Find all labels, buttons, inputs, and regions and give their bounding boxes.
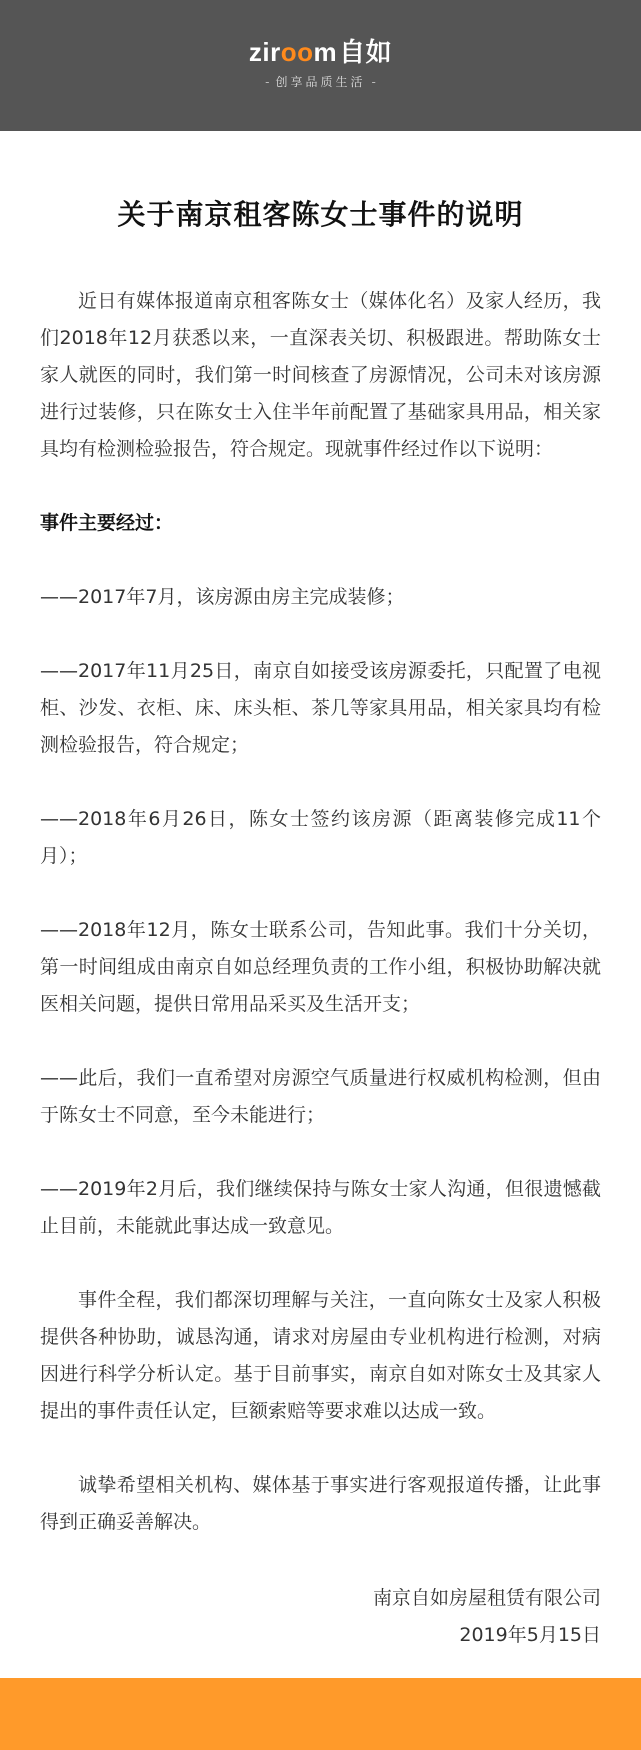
spacer — [40, 235, 601, 283]
slogan-dash-right: - — [371, 75, 376, 89]
spacer — [40, 1245, 601, 1282]
timeline-item: ——2017年7月，该房源由房主完成装修； — [40, 586, 405, 608]
spacer — [40, 1134, 601, 1171]
footer-bar — [0, 1678, 641, 1750]
spacer — [40, 764, 601, 801]
spacer — [40, 1023, 601, 1060]
timeline-item: ——2018年6月26日，陈女士签约该房源（距离装修完成11个月）； — [40, 808, 601, 867]
signature-block — [373, 1580, 601, 1654]
slogan — [0, 74, 641, 90]
spacer — [40, 468, 601, 505]
logo-text-suffix: m — [313, 37, 338, 67]
slogan-dash-left: - — [265, 75, 270, 89]
spacer — [40, 542, 601, 579]
document-title: 关于南京租客陈女士事件的说明 — [117, 198, 524, 231]
timeline-item: ——2018年12月，陈女士联系公司，告知此事。我们十分关切，第一时间组成由南京自如总经理负责的工作小组，积极协助解决就医相关问题，提供日常用品采买及生活开支； — [40, 919, 601, 1015]
timeline-item: ——2019年2月后，我们继续保持与陈女士家人沟通，但很遗憾截止目前，未能就此事达成一致意见。 — [40, 1178, 601, 1237]
signature-date: 2019年5月15日 — [459, 1624, 601, 1646]
signature-company: 南京自如房屋租赁有限公司 — [372, 1587, 601, 1609]
slogan-text: 创享品质生活 — [275, 75, 366, 89]
spacer — [40, 875, 601, 912]
ziroom-logo — [0, 36, 641, 69]
timeline-item: ——此后，我们一直希望对房源空气质量进行权威机构检测，但由于陈女士不同意，至今未能进行； — [40, 1067, 601, 1126]
timeline-item: ——2017年11月25日，南京自如接受该房源委托，只配置了电视柜、沙发、衣柜、床、床头柜、茶几等家具用品，相关家具均有检测检验报告，符合规定； — [40, 660, 601, 756]
intro-paragraph: 近日有媒体报道南京租客陈女士（媒体化名）及家人经历，我们2018年12月获悉以来，一直深表关切、积极跟进。帮助陈女士家人就医的同时，我们第一时间核查了房源情况，公司未对该房源进行过装修，只在陈女士入住半年前配置了基础家具用品，相关家具均有检测检验报告，符合规定。现就事件经过作以下说明： — [40, 290, 601, 460]
spacer — [40, 616, 601, 653]
logo-text-cn: 自如 — [339, 38, 393, 68]
spacer — [40, 1430, 601, 1467]
logo-text-prefix: zir — [248, 37, 281, 67]
header-banner — [0, 0, 641, 131]
body-paragraph: 事件全程，我们都深切理解与关注，一直向陈女士及家人积极提供各种协助，诚恳沟通，请求对房屋由专业机构进行检测，对病因进行科学分析认定。基于目前事实，南京自如对陈女士及其家人提出的事件责任认定，巨额索赔等要求难以达成一致。 — [40, 1289, 601, 1422]
document-body — [40, 131, 601, 1541]
logo-text-oo: oo — [280, 37, 314, 67]
body-paragraph: 诚挚希望相关机构、媒体基于事实进行客观报道传播，让此事得到正确妥善解决。 — [40, 1474, 601, 1533]
section-heading: 事件主要经过： — [40, 512, 174, 534]
